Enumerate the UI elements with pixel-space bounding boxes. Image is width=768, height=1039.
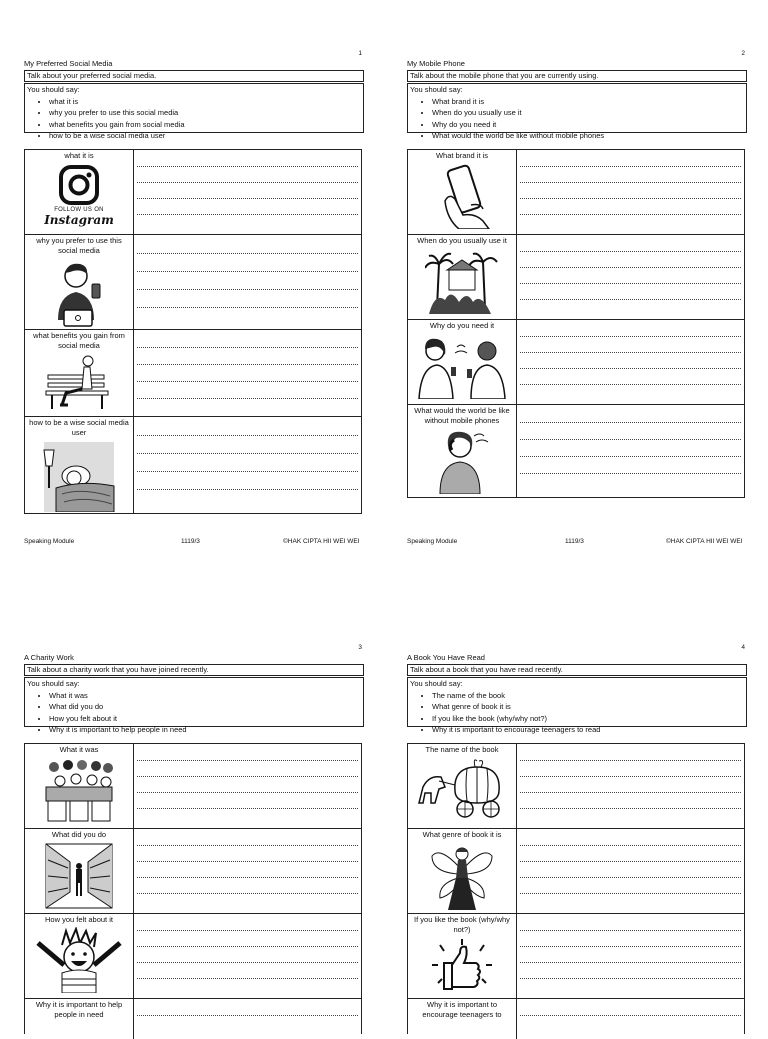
- footer-center: 1119/3: [181, 538, 200, 545]
- answer-lines[interactable]: [134, 150, 361, 234]
- prompt-cell: [25, 150, 134, 234]
- prompt-cell: [25, 330, 134, 416]
- answer-row: [408, 914, 744, 999]
- answer-row: [25, 914, 361, 999]
- bullet-item: • Why do you need it: [432, 119, 746, 131]
- bullet-item: • Why it is important to encourage teenagers to read: [432, 724, 746, 736]
- row-label: why you prefer to use this social media: [36, 236, 122, 255]
- prompt-box: Talk about your preferred social media.: [24, 70, 364, 82]
- page-number: 4: [741, 644, 745, 651]
- woman-on-landline-icon: [434, 428, 490, 494]
- answer-lines[interactable]: [134, 999, 361, 1039]
- row-label: how to be a wise social media user: [29, 418, 129, 437]
- bullet-list: [410, 690, 746, 736]
- row-label: what benefits you gain from social media: [33, 331, 125, 350]
- bullet-item: • how to be a wise social media user: [49, 130, 363, 142]
- footer-center: 1119/3: [565, 538, 584, 545]
- answer-lines[interactable]: [517, 999, 744, 1039]
- footer-left: Speaking Module: [407, 538, 458, 545]
- answer-lines[interactable]: [517, 235, 744, 319]
- row-label: Why it is important to help people in need: [35, 1000, 123, 1019]
- card-title: A Book You Have Read: [407, 653, 485, 662]
- footer-right: ©HAK CIPTA HII WEI WEI: [666, 538, 743, 545]
- answer-lines[interactable]: [134, 744, 361, 828]
- logo-caption: FOLLOW US ON: [54, 207, 104, 213]
- man-with-laptop-icon: [44, 258, 114, 328]
- page-number: 3: [358, 644, 362, 651]
- child-sleeping-icon: [42, 440, 116, 512]
- bullet-item: • what benefits you gain from social media: [49, 119, 363, 131]
- row-label: What would the world be like without mobile phones: [414, 406, 510, 425]
- prompt-cell: [408, 320, 517, 404]
- prompt-cell: [408, 999, 517, 1039]
- happy-child-icon: [32, 927, 126, 993]
- page-number: 2: [741, 50, 745, 57]
- answer-row: [25, 744, 361, 829]
- prompt-cell: [408, 405, 517, 497]
- row-label: How you felt about it: [45, 915, 113, 924]
- answer-row: [408, 235, 744, 320]
- answer-row: [25, 330, 361, 417]
- bullet-item: • The name of the book: [432, 690, 746, 702]
- fairy-icon: [430, 842, 494, 910]
- answer-row: [25, 829, 361, 914]
- row-label: If you like the book (why/why not?): [414, 915, 510, 934]
- you-should-say-label: You should say:: [27, 679, 80, 688]
- answer-lines[interactable]: [134, 417, 361, 513]
- bullet-item: • why you prefer to use this social media: [49, 107, 363, 119]
- pumpkin-carriage-icon: [415, 757, 509, 819]
- prompt-cell: [408, 235, 517, 319]
- bullet-item: • What it was: [49, 690, 363, 702]
- you-should-say-label: You should say:: [410, 679, 463, 688]
- you-should-say-box: [407, 83, 747, 140]
- answer-row: [408, 320, 744, 405]
- group-of-volunteers-icon: [42, 757, 116, 823]
- bullet-item: • If you like the book (why/why not?): [432, 713, 746, 725]
- bullet-item: • What would the world be like without mobile phones: [432, 130, 746, 142]
- card-title: My Preferred Social Media: [24, 59, 113, 68]
- row-label: what it is: [64, 151, 94, 160]
- bullet-item: • What genre of book it is: [432, 701, 746, 713]
- prompt-cell: [25, 744, 134, 828]
- answer-row: [408, 405, 744, 497]
- you-should-say-box: [24, 677, 364, 734]
- prompt-cell: [408, 150, 517, 234]
- person-on-bench-icon: [42, 353, 116, 411]
- answer-lines[interactable]: [517, 829, 744, 913]
- answer-lines[interactable]: [517, 150, 744, 234]
- prompt-cell: [25, 235, 134, 329]
- answer-row: [408, 999, 744, 1039]
- prompt-cell: [25, 829, 134, 913]
- you-should-say-label: You should say:: [410, 85, 463, 94]
- you-should-say-box: [407, 677, 747, 734]
- row-label: What did you do: [51, 830, 107, 839]
- card-title: A Charity Work: [24, 653, 74, 662]
- prompt-cell: [408, 914, 517, 998]
- prompt-cell: [408, 744, 517, 828]
- prompt-cell: [25, 999, 134, 1039]
- answer-row: [25, 417, 361, 513]
- row-label: What brand it is: [435, 151, 489, 160]
- answer-row: [408, 150, 744, 235]
- answer-lines[interactable]: [134, 235, 361, 329]
- prompt-box: Talk about a charity work that you have joined recently.: [24, 664, 364, 676]
- answer-lines[interactable]: [134, 829, 361, 913]
- prompt-box: Talk about a book that you have read recently.: [407, 664, 747, 676]
- answer-lines[interactable]: [517, 405, 744, 497]
- thumbs-up-icon: [430, 937, 494, 993]
- answer-lines[interactable]: [517, 744, 744, 828]
- you-should-say-box: [24, 83, 364, 140]
- bullet-list: [27, 690, 363, 736]
- answer-lines[interactable]: [517, 914, 744, 998]
- answer-grid: [24, 149, 362, 514]
- person-in-store-aisle-icon: [44, 842, 114, 910]
- card-title: My Mobile Phone: [407, 59, 465, 68]
- prompt-cell: [25, 417, 134, 513]
- two-people-with-phones-icon: [415, 333, 509, 399]
- prompt-cell: [408, 829, 517, 913]
- answer-row: [25, 999, 361, 1039]
- bullet-item: • What did you do: [49, 701, 363, 713]
- page-number: 1: [358, 50, 362, 57]
- answer-grid: [407, 149, 745, 498]
- row-label: Why it is important to encourage teenagers to: [422, 1000, 502, 1019]
- bullet-item: • what it is: [49, 96, 363, 108]
- you-should-say-label: You should say:: [27, 85, 80, 94]
- footer-right: ©HAK CIPTA HII WEI WEI: [283, 538, 360, 545]
- bullet-list: [410, 96, 746, 142]
- answer-lines[interactable]: [134, 914, 361, 998]
- answer-row: [25, 150, 361, 235]
- row-label: Why do you need it: [429, 321, 495, 330]
- answer-lines[interactable]: [134, 330, 361, 416]
- answer-row: [408, 744, 744, 829]
- answer-grid: [24, 743, 362, 1034]
- bullet-item: • What brand it is: [432, 96, 746, 108]
- footer-left: Speaking Module: [24, 538, 75, 545]
- row-label: What it was: [59, 745, 99, 754]
- answer-row: [25, 235, 361, 330]
- bullet-item: • When do you usually use it: [432, 107, 746, 119]
- answer-lines[interactable]: [517, 320, 744, 404]
- row-label: What genre of book it is: [422, 830, 502, 839]
- prompt-cell: [25, 914, 134, 998]
- row-label: The name of the book: [425, 745, 499, 754]
- hand-holding-phone-icon: [429, 163, 495, 229]
- bullet-list: [27, 96, 363, 142]
- people-near-palm-trees-icon: [425, 248, 499, 316]
- prompt-box: Talk about the mobile phone that you are currently using.: [407, 70, 747, 82]
- answer-grid: [407, 743, 745, 1034]
- row-label: When do you usually use it: [417, 236, 507, 245]
- bullet-item: • Why it is important to help people in need: [49, 724, 363, 736]
- answer-row: [408, 829, 744, 914]
- bullet-item: • How you felt about it: [49, 713, 363, 725]
- instagram-logo-icon: [57, 163, 101, 207]
- logo-wordmark: Instagram: [44, 213, 114, 227]
